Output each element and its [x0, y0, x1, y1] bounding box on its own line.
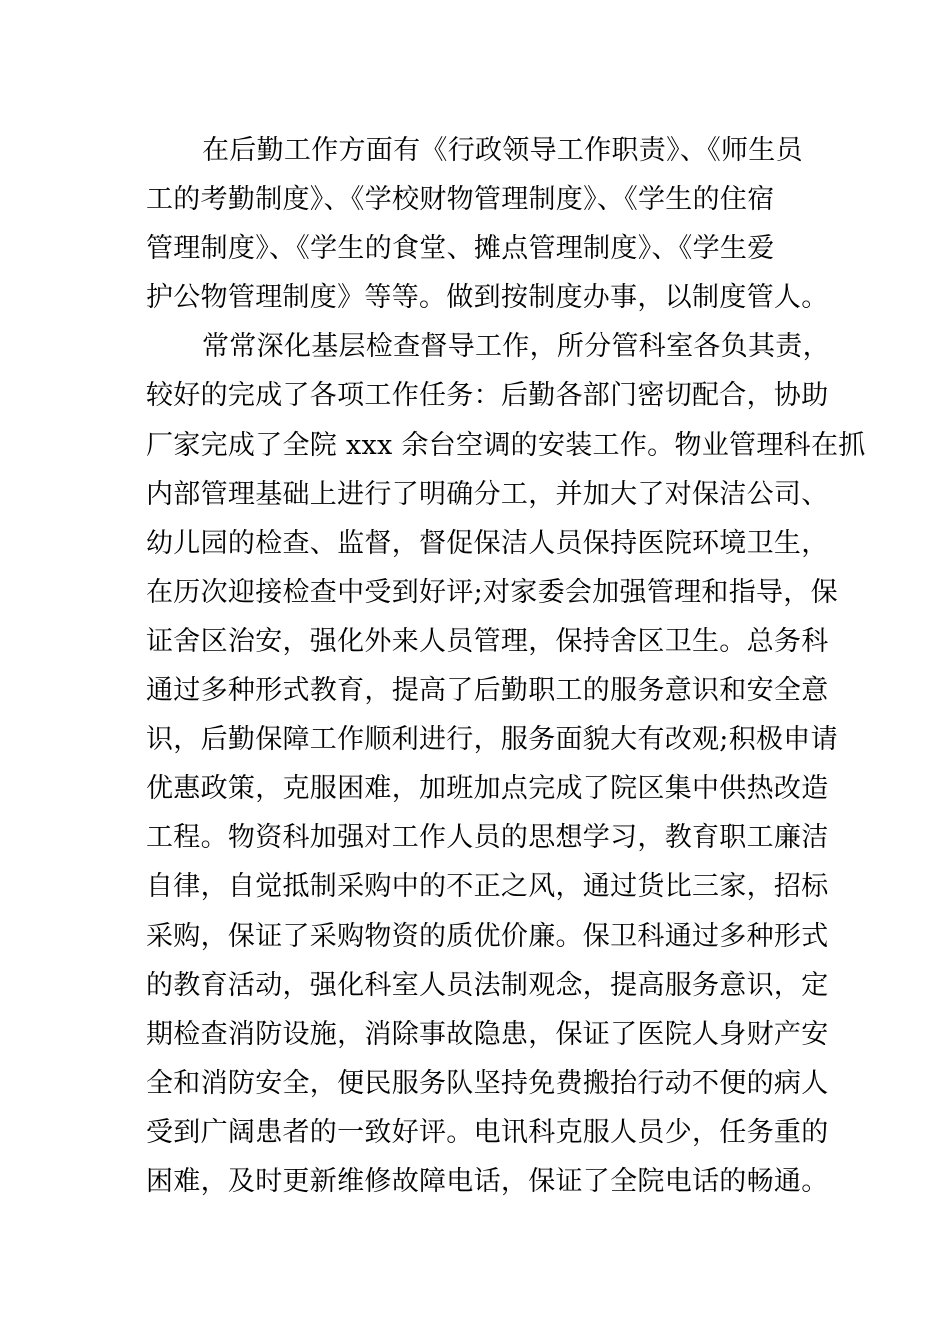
paragraph-2-line-10: 优惠政策，克服困难，加班加点完成了院区集中供热改造: [146, 773, 829, 805]
paragraph-2-line-8: 通过多种形式教育，提高了后勤职工的服务意识和安全意: [146, 675, 829, 707]
paragraph-2-line-3: 厂家完成了全院 xxx 余台空调的安装工作。物业管理科在抓: [146, 429, 866, 461]
paragraph-1-line-2: 工的考勤制度》、《学校财物管理制度》、《学生的住宿: [146, 184, 775, 216]
paragraph-2-line-13: 采购，保证了采购物资的质优价廉。保卫科通过多种形式: [146, 920, 829, 952]
paragraph-2-line-16: 全和消防安全，便民服务队坚持免费搬抬行动不便的病人: [146, 1067, 829, 1099]
paragraph-2-line-5: 幼儿园的检查、监督，督促保洁人员保持医院环境卫生，: [146, 527, 829, 559]
paragraph-2-line-17: 受到广阔患者的一致好评。电讯科克服人员少，任务重的: [146, 1116, 829, 1148]
paragraph-2-line-11: 工程。物资科加强对工作人员的思想学习，教育职工廉洁: [146, 822, 829, 854]
paragraph-2-line-2: 较好的完成了各项工作任务：后勤各部门密切配合，协助: [146, 380, 829, 412]
paragraph-2-line-9: 识，后勤保障工作顺利进行，服务面貌大有改观;积极申请: [146, 724, 838, 756]
paragraph-2-line-18: 困难，及时更新维修故障电话，保证了全院电话的畅通。: [146, 1165, 829, 1197]
paragraph-2-line-6: 在历次迎接检查中受到好评;对家委会加强管理和指导，保: [146, 576, 838, 608]
paragraph-2-line-15: 期检查消防设施，消除事故隐患，保证了医院人身财产安: [146, 1018, 829, 1050]
paragraph-2-line-7: 证舍区治安，强化外来人员管理，保持舍区卫生。总务科: [146, 625, 829, 657]
paragraph-1-line-3: 管理制度》、《学生的食堂、摊点管理制度》、《学生爱: [146, 233, 775, 265]
paragraph-2-line-4: 内部管理基础上进行了明确分工，并加大了对保洁公司、: [146, 478, 829, 510]
paragraph-1-line-4: 护公物管理制度》等等。做到按制度办事，以制度管人。: [146, 282, 829, 314]
paragraph-2-line-12: 自律，自觉抵制采购中的不正之风，通过货比三家，招标: [146, 871, 829, 903]
paragraph-2-line-14: 的教育活动，强化科室人员法制观念，提高服务意识，定: [146, 969, 829, 1001]
paragraph-1-line-1: 在后勤工作方面有《行政领导工作职责》、《师生员: [202, 135, 803, 166]
body-text: [146, 126, 866, 1206]
paragraph-2-line-1: 常常深化基层检查督导工作，所分管科室各负其责，: [202, 331, 830, 363]
